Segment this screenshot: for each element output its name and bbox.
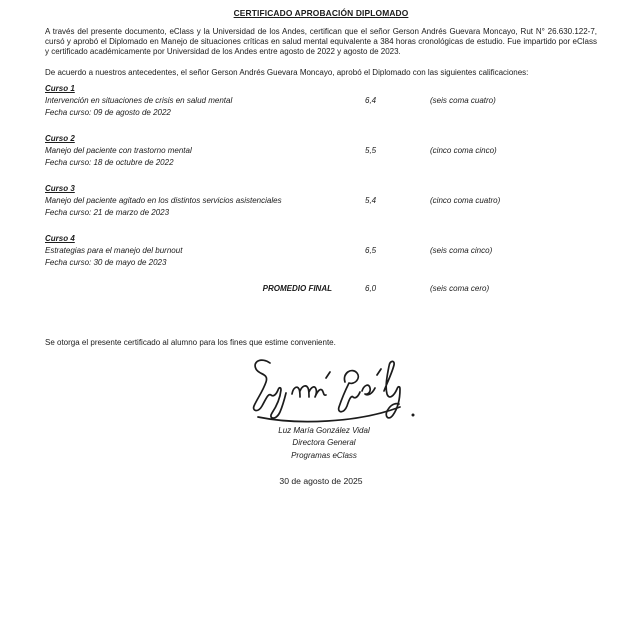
- course-name: Estrategias para el manejo del burnout: [45, 246, 183, 255]
- course-row: [45, 145, 597, 157]
- final-average-label: PROMEDIO FINAL: [262, 284, 332, 293]
- signature-area: [45, 355, 597, 486]
- course-row: [45, 195, 597, 207]
- grades-intro-paragraph: De acuerdo a nuestros antecedentes, el señor Gerson Andrés Guevara Moncayo, aprobó el Diplomado con las siguientes calificaciones:: [45, 68, 529, 77]
- intro-paragraph: A través del presente documento, eClass y la Universidad de los Andes, certifican que el señor Gerson Andrés Guevara Moncayo, Rut N° 26.630.122-7, cursó y aprobó el Diplomado en Manejo de situaciones críticas en salud mental equivalente a 384 horas cronológicas de estudio. Fue impartido por eClass y certificado académicamente por Universidad de los Andes entre agosto de 2022 y agosto de 2023.: [45, 27, 597, 56]
- final-average-grade-words: (seis coma cero): [430, 284, 490, 293]
- course-name: Manejo del paciente agitado en los distintos servicios asistenciales: [45, 196, 282, 205]
- course-heading: Curso 4: [45, 234, 75, 243]
- courses-list: [45, 83, 597, 268]
- course-grade-words: (cinco coma cinco): [430, 146, 497, 156]
- signer-name: Luz María González Vidal: [278, 426, 370, 435]
- course-heading: Curso 3: [45, 184, 75, 193]
- signer-organization: Programas eClass: [291, 450, 357, 460]
- course-heading: Curso 1: [45, 84, 75, 93]
- course-grade-words: (seis coma cuatro): [430, 96, 496, 106]
- signer-block: [48, 425, 600, 462]
- course-grade-words: (seis coma cinco): [430, 246, 493, 256]
- course-date: Fecha curso: 30 de mayo de 2023: [45, 257, 167, 267]
- final-average-row: [45, 284, 597, 293]
- certificate-title: CERTIFICADO APROBACIÓN DIPLOMADO: [233, 8, 409, 18]
- course-name: Manejo del paciente con trastorno mental: [45, 146, 192, 155]
- course-date: Fecha curso: 18 de octubre de 2022: [45, 157, 174, 167]
- final-average-grade: 6,0: [365, 284, 377, 293]
- course-name: Intervención en situaciones de crisis en salud mental: [45, 96, 233, 105]
- closing-paragraph: Se otorga el presente certificado al alumno para los fines que estime conveniente.: [45, 338, 336, 347]
- course-date: Fecha curso: 21 de marzo de 2023: [45, 207, 170, 217]
- course-grade-words: (cinco coma cuatro): [430, 196, 501, 206]
- course-block-1: [45, 83, 597, 118]
- course-block-3: [45, 183, 597, 218]
- course-row: [45, 245, 597, 257]
- signature-handwriting-image: [242, 355, 427, 423]
- course-grade: 5,5: [365, 146, 377, 156]
- course-heading: Curso 2: [45, 134, 75, 143]
- course-date: Fecha curso: 09 de agosto de 2022: [45, 107, 171, 117]
- course-grade: 5,4: [365, 196, 377, 206]
- course-grade: 6,4: [365, 96, 377, 106]
- course-block-2: [45, 133, 597, 168]
- course-grade: 6,5: [365, 246, 377, 256]
- issue-date: 30 de agosto de 2025: [279, 476, 363, 487]
- signer-title: Directora General: [292, 438, 356, 448]
- course-row: [45, 95, 597, 107]
- course-block-4: [45, 233, 597, 268]
